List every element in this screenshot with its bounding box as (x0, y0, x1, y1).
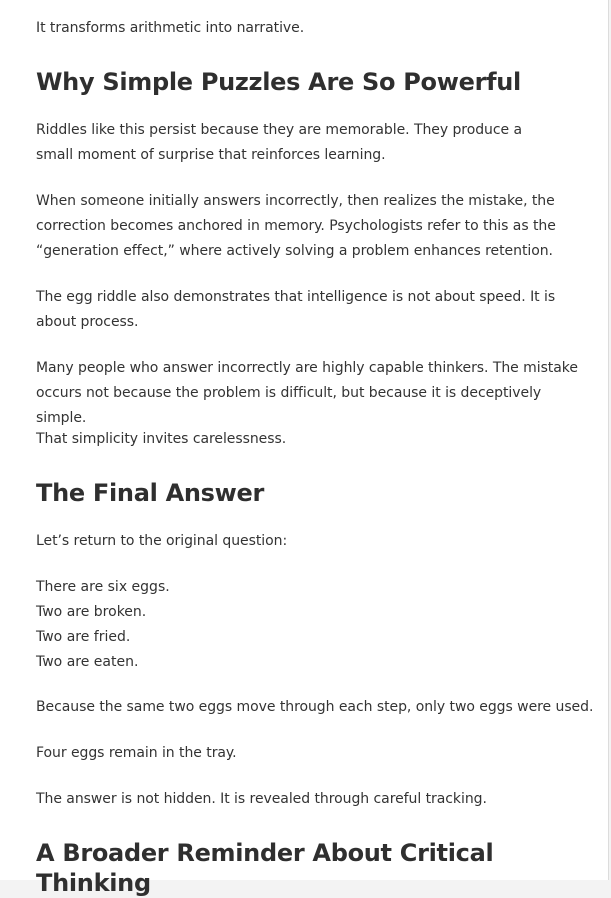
paragraph: Let’s return to the original question: (36, 533, 288, 549)
section-heading-critical-thinking: A Broader Reminder About Critical Thinking (36, 839, 494, 897)
list-item: Two are broken. (36, 604, 147, 620)
section-heading-puzzles: Why Simple Puzzles Are So Powerful (36, 68, 521, 96)
paragraph: The answer is not hidden. It is revealed through careful tracking. (36, 791, 487, 807)
list-item: Two are eaten. (36, 654, 139, 670)
paragraph: When someone initially answers incorrectly, then realizes the mistake, the correction becomes anchored in memory. Psychologists refer to this as the “generation effect,” where actively solving a problem enhances retention. (36, 193, 556, 259)
intro-paragraph: It transforms arithmetic into narrative. (36, 20, 305, 36)
paragraph: Because the same two eggs move through each step, only two eggs were used. (36, 699, 594, 715)
paragraph: Riddles like this persist because they are memorable. They produce a small moment of surprise that reinforces learning. (36, 122, 523, 163)
paragraph: Four eggs remain in the tray. (36, 745, 237, 761)
paragraph: Many people who answer incorrectly are highly capable thinkers. The mistake occurs not because the problem is difficult, but because it is deceptively simple. (36, 360, 578, 426)
section-heading-final-answer: The Final Answer (36, 479, 265, 507)
list-item: Two are fried. (36, 629, 131, 645)
paragraph: The egg riddle also demonstrates that intelligence is not about speed. It is about process. (36, 289, 556, 330)
paragraph: That simplicity invites carelessness. (36, 431, 287, 447)
egg-steps-list (36, 575, 596, 675)
list-item: There are six eggs. (36, 579, 170, 595)
